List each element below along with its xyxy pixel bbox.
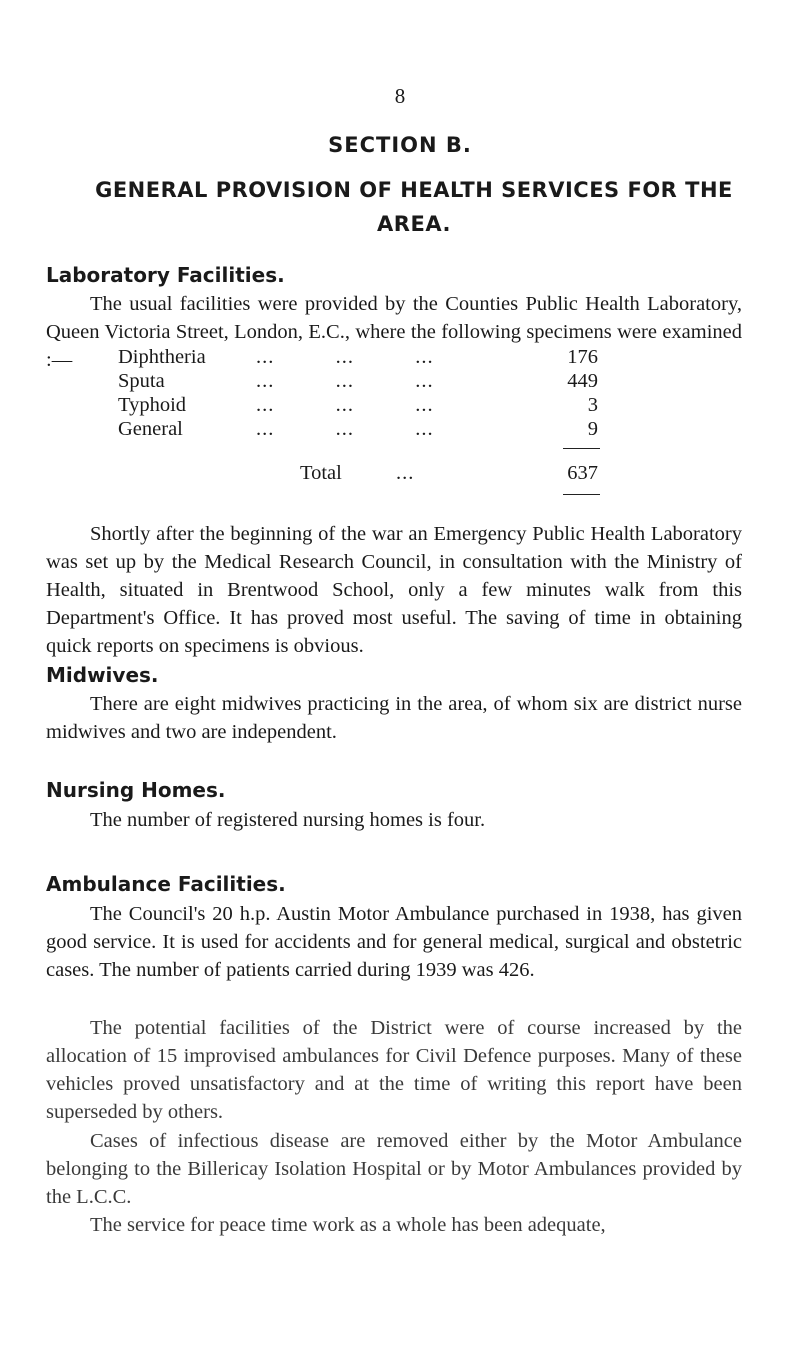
ambulance-paragraph: The potential facilities of the District were of course increased by the allocation of 15 improvised ambulances for Civil Defence purposes. Many of these vehicles proved unsatisfactory and at the time of writing this report have been superseded by others. bbox=[46, 1017, 742, 1123]
total-value: 637 bbox=[567, 462, 598, 484]
specimen-name: Diphtheria bbox=[118, 346, 206, 368]
leader-dots: ... bbox=[396, 462, 415, 484]
leader-dots: ... ... ... bbox=[256, 346, 434, 368]
leader-dots: ... ... ... bbox=[256, 418, 434, 440]
ambulance-heading: Ambulance Facilities. bbox=[46, 872, 286, 896]
specimen-name: Typhoid bbox=[118, 394, 187, 416]
midwives-text: There are eight midwives practicing in the area, of whom six are district nurse midwives and two are independent. bbox=[46, 693, 742, 743]
leader-dots: ... ... ... bbox=[256, 370, 434, 392]
page-number: 8 bbox=[394, 84, 406, 108]
ambulance-paragraph: The Council's 20 h.p. Austin Motor Ambulance purchased in 1938, has given good service. It is used for accidents and for general medical, surgical and obstetric cases. The number of patients carried during 1939 was 426. bbox=[46, 903, 742, 981]
specimen-count: 3 bbox=[587, 394, 598, 416]
rule-above-total bbox=[563, 448, 600, 449]
specimen-count: 176 bbox=[567, 346, 598, 368]
specimen-row bbox=[118, 418, 598, 446]
specimen-name: General bbox=[118, 418, 183, 440]
total-row bbox=[300, 462, 598, 490]
nursing-homes-text: The number of registered nursing homes is four. bbox=[90, 809, 486, 831]
emergency-laboratory-text: Shortly after the beginning of the war an Emergency Public Health Laboratory was set up by the Medical Research Council, in consultation with the Ministry of Health, situated in Brentwood School, only a few minutes walk from this Department's Office. It has proved most useful. The saving of time in obtaining quick reports on specimens is obvious. bbox=[46, 523, 742, 657]
main-heading: GENERAL PROVISION OF HEALTH SERVICES FOR THE AREA. bbox=[95, 178, 733, 236]
specimen-count: 9 bbox=[587, 418, 598, 440]
midwives-heading: Midwives. bbox=[46, 663, 159, 687]
leader-dots: ... ... ... bbox=[256, 394, 434, 416]
total-label: Total bbox=[300, 462, 342, 484]
section-title: SECTION B. bbox=[328, 133, 472, 157]
specimen-count: 449 bbox=[567, 370, 598, 392]
specimen-name: Sputa bbox=[118, 370, 165, 392]
laboratory-intro: The usual facilities were provided by the Counties Public Health Laboratory, Queen Victoria Street, London, E.C., where the following specimens were examined :— bbox=[46, 293, 742, 371]
rule-below-total bbox=[563, 494, 600, 495]
ambulance-paragraph: The service for peace time work as a whole has been adequate, bbox=[90, 1214, 606, 1236]
nursing-homes-heading: Nursing Homes. bbox=[46, 778, 226, 802]
ambulance-paragraph: Cases of infectious disease are removed either by the Motor Ambulance belonging to the Billericay Isolation Hospital or by Motor Ambulances provided by the L.C.C. bbox=[46, 1130, 742, 1208]
laboratory-heading: Laboratory Facilities. bbox=[46, 263, 285, 287]
